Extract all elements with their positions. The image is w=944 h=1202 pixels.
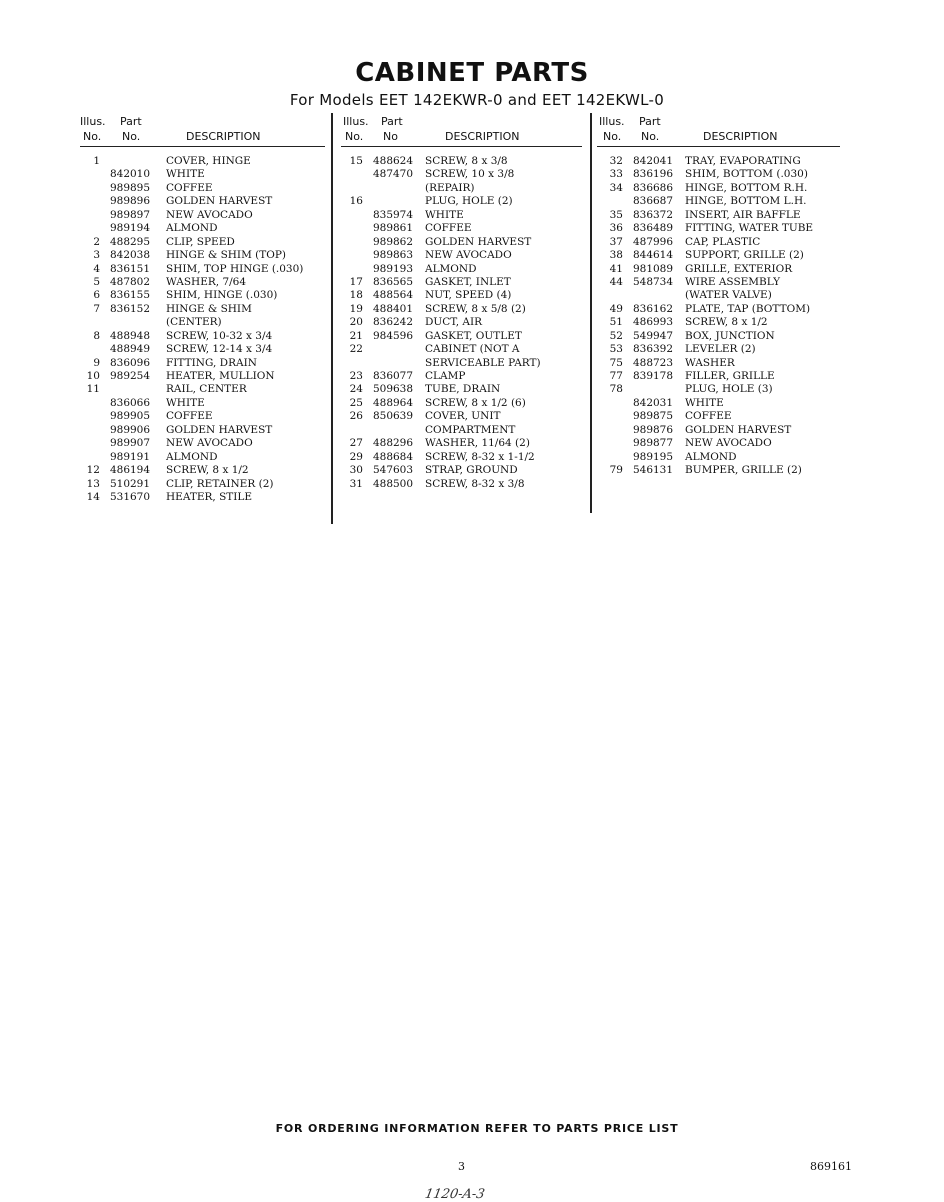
part-description: WHITE — [685, 396, 724, 409]
illus-number: 9 — [93, 356, 100, 369]
part-number: 488723 — [632, 356, 674, 369]
part-number: 989897 — [109, 208, 151, 221]
part-description: CAP, PLASTIC — [685, 235, 761, 248]
illus-header-bottom: No. — [83, 130, 102, 143]
illus-number: 15 — [349, 155, 363, 167]
part-description: WHITE — [166, 168, 205, 181]
part-description: WASHER — [685, 356, 735, 369]
illus-number: 29 — [349, 450, 363, 463]
illus-number: 4 — [93, 262, 100, 275]
illus-number: 44 — [609, 275, 623, 288]
part-row — [597, 289, 840, 302]
part-number: 989895 — [109, 181, 151, 194]
part-number: 488295 — [109, 235, 151, 248]
part-row — [80, 195, 325, 208]
illus-number: 22 — [349, 343, 363, 356]
part-description: COFFEE — [425, 222, 472, 235]
part-number: 836687 — [632, 195, 674, 208]
part-description: BOX, JUNCTION — [685, 329, 775, 342]
illus-number: 3 — [93, 249, 100, 262]
part-description: GOLDEN HARVEST — [166, 423, 273, 436]
part-description: SHIM, TOP HINGE (.030) — [166, 262, 304, 275]
part-row — [341, 424, 582, 437]
part-row — [597, 249, 840, 262]
part-description: FITTING, DRAIN — [166, 356, 257, 369]
part-number: 989906 — [109, 423, 151, 436]
part-number: 836565 — [372, 275, 414, 288]
part-description: COFFEE — [166, 181, 213, 194]
illus-number: 11 — [86, 383, 100, 396]
illus-number: 14 — [86, 490, 100, 503]
part-row — [597, 168, 840, 181]
illus-number: 5 — [93, 275, 100, 288]
part-number: 488296 — [372, 437, 414, 450]
part-row — [341, 303, 582, 316]
part-description: WHITE — [425, 208, 464, 221]
illus-number: 52 — [609, 329, 623, 342]
part-row — [80, 357, 325, 370]
part-number: 488624 — [372, 155, 414, 167]
document-number: 869161 — [810, 1160, 852, 1173]
column-header — [341, 113, 582, 147]
part-number: 488948 — [109, 329, 151, 342]
illus-number: 8 — [93, 329, 100, 342]
part-description: FILLER, GRILLE — [685, 370, 775, 382]
part-number: 546131 — [632, 464, 674, 477]
part-description: SCREW, 8 x 1/2 — [685, 316, 768, 329]
part-description: NEW AVOCADO — [685, 437, 772, 450]
part-description: HINGE & SHIM (TOP) — [166, 249, 287, 262]
part-number: 531670 — [109, 490, 151, 503]
part-description: COVER, UNIT — [425, 410, 501, 423]
illus-header-bottom: No. — [603, 130, 622, 143]
column-divider — [331, 113, 333, 524]
part-row — [597, 276, 840, 289]
part-row — [597, 410, 840, 423]
part-number: 835974 — [372, 208, 414, 221]
illus-number: 21 — [349, 329, 363, 342]
illus-number: 27 — [349, 437, 363, 450]
part-number: 850639 — [372, 410, 414, 423]
part-row — [80, 437, 325, 450]
part-number: 549947 — [632, 329, 674, 342]
column-divider — [590, 113, 592, 513]
illus-number: 13 — [86, 477, 100, 490]
part-row — [341, 209, 582, 222]
part-number: 836686 — [632, 181, 674, 194]
part-number: 509638 — [372, 383, 414, 396]
part-header-top: Part — [381, 115, 403, 128]
illus-number: 26 — [349, 410, 363, 423]
part-row — [341, 478, 582, 491]
part-row — [341, 155, 582, 168]
part-description: TRAY, EVAPORATING — [685, 155, 801, 167]
part-row — [341, 222, 582, 235]
part-row — [80, 168, 325, 181]
column-header — [80, 113, 325, 147]
part-description: CABINET (NOT A — [425, 343, 520, 356]
part-number: 981089 — [632, 262, 674, 275]
part-number: 488564 — [372, 289, 414, 302]
part-row — [341, 249, 582, 262]
part-description: GOLDEN HARVEST — [685, 423, 792, 436]
illus-number: 17 — [349, 275, 363, 288]
illus-number: 36 — [609, 222, 623, 235]
part-row — [341, 289, 582, 302]
part-row — [597, 464, 840, 477]
part-number: 842010 — [109, 168, 151, 181]
parts-column-2 — [341, 113, 582, 491]
part-description: HEATER, MULLION — [166, 370, 275, 382]
part-description: HINGE, BOTTOM R.H. — [685, 181, 808, 194]
part-row — [80, 410, 325, 423]
part-description: TUBE, DRAIN — [425, 383, 501, 396]
part-number: 842038 — [109, 249, 151, 262]
illus-number: 75 — [609, 356, 623, 369]
part-description: SCREW, 10 x 3/8 — [425, 168, 515, 181]
illus-header-top: Illus. — [80, 115, 106, 128]
part-description: COMPARTMENT — [425, 423, 516, 436]
part-row — [80, 155, 325, 168]
part-row — [80, 209, 325, 222]
part-description: BUMPER, GRILLE (2) — [685, 464, 802, 477]
part-description: GASKET, INLET — [425, 275, 511, 288]
part-row — [341, 410, 582, 423]
part-row — [80, 370, 325, 383]
part-description: SCREW, 8 x 1/2 (6) — [425, 396, 526, 409]
part-description: COFFEE — [685, 410, 732, 423]
part-row — [80, 478, 325, 491]
part-number: 548734 — [632, 275, 674, 288]
part-row — [80, 236, 325, 249]
part-number: 836392 — [632, 343, 674, 356]
part-row — [341, 276, 582, 289]
part-description: SCREW, 8 x 1/2 — [166, 464, 249, 477]
parts-column-1 — [80, 113, 325, 504]
part-number: 836372 — [632, 208, 674, 221]
part-row — [597, 155, 840, 168]
illus-number: 53 — [609, 343, 623, 356]
part-description: INSERT, AIR BAFFLE — [685, 208, 801, 221]
part-description: NEW AVOCADO — [425, 249, 512, 262]
part-row — [80, 464, 325, 477]
part-description: NEW AVOCADO — [166, 437, 253, 450]
part-number: 989875 — [632, 410, 674, 423]
part-row — [341, 195, 582, 208]
part-header-bottom: No. — [641, 130, 660, 143]
illus-header-bottom: No. — [345, 130, 364, 143]
part-number: 836242 — [372, 316, 414, 329]
part-description: LEVELER (2) — [685, 343, 756, 356]
part-number: 836096 — [109, 356, 151, 369]
part-number: 839178 — [632, 370, 674, 382]
part-number: 836489 — [632, 222, 674, 235]
part-description: HINGE & SHIM — [166, 302, 252, 315]
part-number: 836155 — [109, 289, 151, 302]
part-row — [80, 263, 325, 276]
part-description: SCREW, 10-32 x 3/4 — [166, 329, 273, 342]
part-description: GOLDEN HARVEST — [425, 235, 532, 248]
part-description: RAIL, CENTER — [166, 383, 247, 396]
part-description: NUT, SPEED (4) — [425, 289, 512, 302]
part-description: SCREW, 8-32 x 1-1/2 — [425, 450, 535, 463]
part-number: 836196 — [632, 168, 674, 181]
part-row — [80, 397, 325, 410]
illus-number: 51 — [609, 316, 623, 329]
part-row — [597, 222, 840, 235]
part-description: PLATE, TAP (BOTTOM) — [685, 302, 811, 315]
part-description: SERVICEABLE PART) — [425, 356, 541, 369]
part-number: 486194 — [109, 464, 151, 477]
part-number: 842031 — [632, 396, 674, 409]
column-header — [597, 113, 840, 147]
part-row — [341, 464, 582, 477]
part-header-top: Part — [120, 115, 142, 128]
part-row — [341, 357, 582, 370]
part-row — [80, 491, 325, 504]
part-number: 487802 — [109, 275, 151, 288]
part-description: (WATER VALVE) — [685, 289, 772, 302]
description-header: DESCRIPTION — [703, 130, 778, 143]
part-row — [597, 316, 840, 329]
part-description: SCREW, 8 x 3/8 — [425, 155, 508, 167]
part-row — [341, 236, 582, 249]
part-number: 989877 — [632, 437, 674, 450]
part-row — [597, 236, 840, 249]
part-number: 836152 — [109, 302, 151, 315]
part-description: ALMOND — [166, 450, 218, 463]
part-description: PLUG, HOLE (2) — [425, 195, 513, 208]
part-description: CLIP, RETAINER (2) — [166, 477, 274, 490]
illus-number: 33 — [609, 168, 623, 181]
description-header: DESCRIPTION — [186, 130, 261, 143]
part-row — [341, 397, 582, 410]
models-subtitle: For Models EET 142EKWR-0 and EET 142EKWL-0 — [289, 91, 665, 109]
part-number: 989905 — [109, 410, 151, 423]
part-number: 486993 — [632, 316, 674, 329]
part-description: STRAP, GROUND — [425, 464, 518, 477]
part-description: WASHER, 7/64 — [166, 275, 247, 288]
part-number: 989862 — [372, 235, 414, 248]
part-row — [597, 263, 840, 276]
part-description: FITTING, WATER TUBE — [685, 222, 814, 235]
part-row — [597, 451, 840, 464]
part-row — [597, 370, 840, 383]
illus-number: 35 — [609, 208, 623, 221]
part-number: 836066 — [109, 396, 151, 409]
part-row — [597, 424, 840, 437]
part-row — [80, 330, 325, 343]
illus-header-top: Illus. — [343, 115, 369, 128]
part-description: CLIP, SPEED — [166, 235, 235, 248]
parts-list — [80, 155, 325, 504]
parts-list — [341, 155, 582, 491]
part-row — [597, 303, 840, 316]
part-number: 510291 — [109, 477, 151, 490]
part-description: HEATER, STILE — [166, 490, 253, 503]
part-description: PLUG, HOLE (3) — [685, 383, 773, 396]
illus-number: 12 — [86, 464, 100, 477]
part-description: GASKET, OUTLET — [425, 329, 522, 342]
part-number: 989876 — [632, 423, 674, 436]
part-row — [341, 370, 582, 383]
illus-number: 30 — [349, 464, 363, 477]
part-row — [341, 182, 582, 195]
part-description: NEW AVOCADO — [166, 208, 253, 221]
part-number: 488500 — [372, 477, 414, 490]
part-number: 989193 — [372, 262, 414, 275]
part-row — [341, 343, 582, 356]
illus-number: 1 — [93, 155, 100, 167]
part-row — [597, 209, 840, 222]
part-header-top: Part — [639, 115, 661, 128]
part-description: GOLDEN HARVEST — [166, 195, 273, 208]
part-description: ALMOND — [166, 222, 218, 235]
illus-number: 10 — [86, 370, 100, 382]
illus-header-top: Illus. — [599, 115, 625, 128]
part-description: SCREW, 8-32 x 3/8 — [425, 477, 525, 490]
illus-number: 18 — [349, 289, 363, 302]
part-description: COVER, HINGE — [166, 155, 251, 167]
part-row — [341, 437, 582, 450]
part-number: 844614 — [632, 249, 674, 262]
part-row — [341, 383, 582, 396]
part-number: 989195 — [632, 450, 674, 463]
part-number: 989861 — [372, 222, 414, 235]
part-row — [341, 316, 582, 329]
part-number: 989194 — [109, 222, 151, 235]
part-number: 836162 — [632, 302, 674, 315]
part-number: 989191 — [109, 450, 151, 463]
illus-number: 7 — [93, 302, 100, 315]
part-row — [597, 357, 840, 370]
part-row — [80, 424, 325, 437]
page-title: CABINET PARTS — [355, 58, 589, 88]
part-row — [597, 397, 840, 410]
parts-list — [597, 155, 840, 478]
part-description: SHIM, BOTTOM (.030) — [685, 168, 808, 181]
part-number: 989896 — [109, 195, 151, 208]
illus-number: 79 — [609, 464, 623, 477]
part-number: 487470 — [372, 168, 414, 181]
part-number: 836151 — [109, 262, 151, 275]
illus-number: 41 — [609, 262, 623, 275]
part-description: ALMOND — [425, 262, 477, 275]
part-row — [80, 343, 325, 356]
part-number: 547603 — [372, 464, 414, 477]
part-description: (CENTER) — [166, 316, 222, 329]
part-description: SUPPORT, GRILLE (2) — [685, 249, 804, 262]
part-number: 488964 — [372, 396, 414, 409]
illus-number: 20 — [349, 316, 363, 329]
illus-number: 2 — [93, 235, 100, 248]
part-description: ALMOND — [685, 450, 737, 463]
part-row — [80, 222, 325, 235]
description-header: DESCRIPTION — [445, 130, 520, 143]
part-row — [80, 276, 325, 289]
part-description: DUCT, AIR — [425, 316, 483, 329]
illus-number: 34 — [609, 181, 623, 194]
illus-number: 49 — [609, 302, 623, 315]
part-row — [597, 437, 840, 450]
illus-number: 24 — [349, 383, 363, 396]
ordering-note: FOR ORDERING INFORMATION REFER TO PARTS PRICE LIST — [275, 1122, 679, 1135]
part-row — [80, 303, 325, 316]
part-number: 488949 — [109, 343, 151, 356]
illus-number: 19 — [349, 302, 363, 315]
part-row — [80, 451, 325, 464]
illus-number: 25 — [349, 396, 363, 409]
illus-number: 37 — [609, 235, 623, 248]
illus-number: 78 — [609, 383, 623, 396]
part-number: 487996 — [632, 235, 674, 248]
part-description: SCREW, 8 x 5/8 (2) — [425, 302, 526, 315]
part-number: 989907 — [109, 437, 151, 450]
part-row — [80, 182, 325, 195]
part-number: 488401 — [372, 302, 414, 315]
part-description: WIRE ASSEMBLY — [685, 275, 780, 288]
part-number: 842041 — [632, 155, 674, 167]
handwritten-note: 1120-A-3 — [423, 1187, 486, 1202]
part-header-bottom: No. — [122, 130, 141, 143]
part-description: WASHER, 11/64 (2) — [425, 437, 530, 450]
part-row — [341, 263, 582, 276]
part-description: HINGE, BOTTOM L.H. — [685, 195, 807, 208]
part-description: WHITE — [166, 396, 205, 409]
part-row — [597, 383, 840, 396]
page-number: 3 — [458, 1160, 465, 1173]
part-description: (REPAIR) — [425, 181, 475, 194]
part-number: 989254 — [109, 370, 151, 382]
illus-number: 31 — [349, 477, 363, 490]
part-row — [341, 330, 582, 343]
illus-number: 77 — [609, 370, 623, 382]
part-number: 989863 — [372, 249, 414, 262]
part-description: SHIM, HINGE (.030) — [166, 289, 278, 302]
part-number: 836077 — [372, 370, 414, 382]
illus-number: 6 — [93, 289, 100, 302]
part-number: 984596 — [372, 329, 414, 342]
part-row — [341, 451, 582, 464]
illus-number: 32 — [609, 155, 623, 167]
part-row — [597, 330, 840, 343]
part-number: 488684 — [372, 450, 414, 463]
part-row — [341, 168, 582, 181]
part-row — [80, 249, 325, 262]
part-row — [597, 343, 840, 356]
part-row — [597, 182, 840, 195]
illus-number: 38 — [609, 249, 623, 262]
part-row — [80, 289, 325, 302]
parts-column-3 — [597, 113, 840, 478]
part-description: SCREW, 12-14 x 3/4 — [166, 343, 273, 356]
part-row — [597, 195, 840, 208]
part-header-bottom: No — [383, 130, 398, 143]
part-row — [80, 316, 325, 329]
illus-number: 23 — [349, 370, 363, 382]
part-description: GRILLE, EXTERIOR — [685, 262, 793, 275]
part-description: COFFEE — [166, 410, 213, 423]
part-description: CLAMP — [425, 370, 466, 382]
illus-number: 16 — [349, 195, 363, 208]
part-row — [80, 383, 325, 396]
